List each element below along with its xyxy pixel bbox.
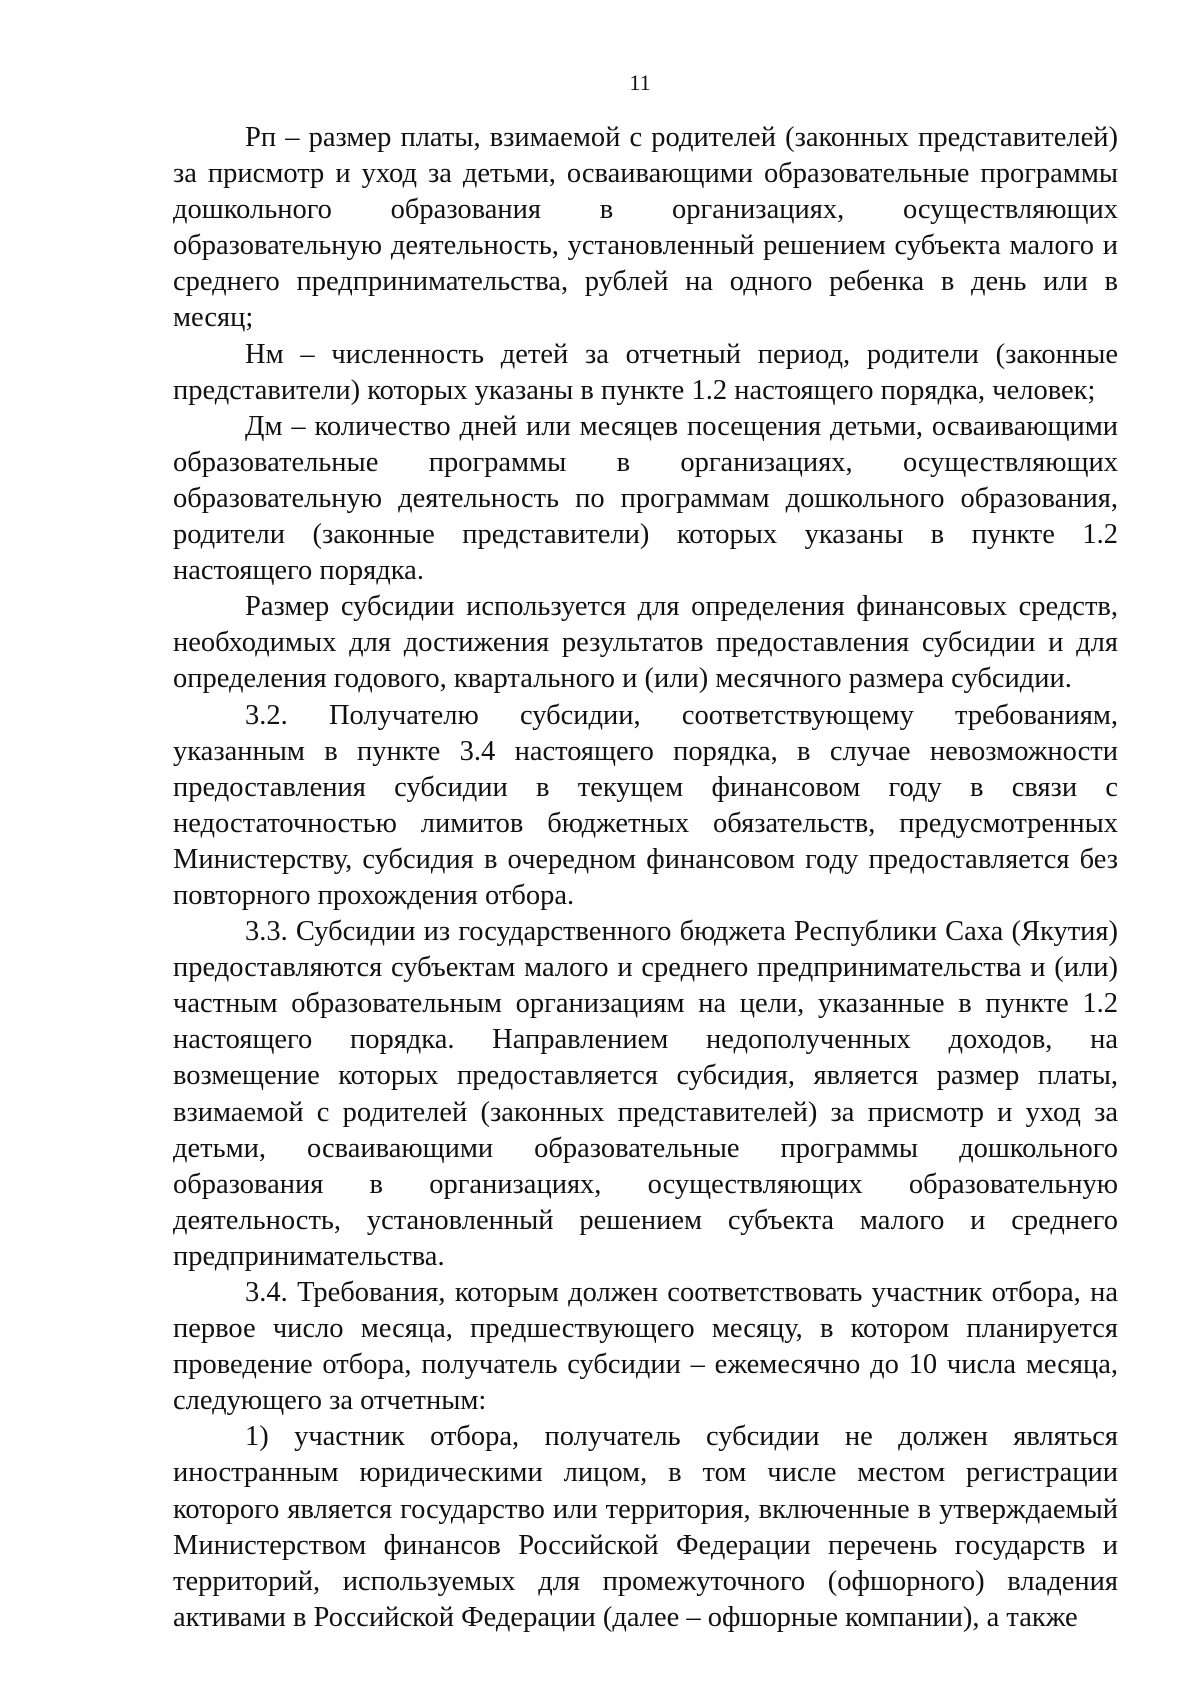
paragraph-clause-3-2: 3.2. Получателю субсидии, соответствующему требованиям, указанным в пункте 3.4 настоящего порядка, в случае невозможности предоставления субсидии в текущем финансовом году в связи с недостаточностью лимитов бюджетных обязательств, предусмотренных Министерству, субсидия в очередном финансовом году предоставляется без повторного прохождения отбора. [173,699,1118,911]
paragraph-requirement-1: 1) участник отбора, получатель субсидии не должен являться иностранным юридическими лицом, в том числе местом регистрации которого является государство или территория, включенные в утверждаемый Министерством финансов Российской Федерации перечень государств и территорий, используемых для промежуточного (офшорного) владения активами в Российской Федерации (далее – офшорные компании), а также [173,1421,1118,1633]
paragraph-nm-definition: Нм – численность детей за отчетный период, родители (законные представители) которых указаны в пункте 1.2 настоящего порядка, человек; [173,338,1118,406]
page-number: 11 [629,70,651,95]
paragraph-dm-definition: Дм – количество дней или месяцев посещения детьми, осваивающими образовательные программы в организациях, осуществляющих образовательную деятельность по программам дошкольного образования, родители (законные представители) которых указаны в пункте 1.2 настоящего порядка. [173,410,1118,587]
paragraph-subsidy-size: Размер субсидии используется для определения финансовых средств, необходимых для достижения результатов предоставления субсидии и для определения годового, квартального и (или) месячного размера субсидии. [173,591,1118,695]
document-body [173,120,1118,1636]
paragraph-clause-3-4: 3.4. Требования, которым должен соответствовать участник отбора, на первое число месяца, предшествующего месяцу, в котором планируется проведение отбора, получатель субсидии – ежемесячно до 10 числа месяца, следующего за отчетным: [173,1277,1118,1417]
paragraph-clause-3-3: 3.3. Субсидии из государственного бюджета Республики Саха (Якутия) предоставляются субъектам малого и среднего предпринимательства и (или) частным образовательным организациям на цели, указанные в пункте 1.2 настоящего порядка. Направлением недополученных доходов, на возмещение которых предоставляется субсидия, является размер платы, взимаемой с родителей (законных представителей) за присмотр и уход за детьми, осваивающими образовательные программы дошкольного образования в организациях, осуществляющих образовательную деятельность, установленный решением субъекта малого и среднего предпринимательства. [173,916,1118,1272]
paragraph-rp-definition: Рп – размер платы, взимаемой с родителей (законных представителей) за присмотр и уход за детьми, осваивающими образовательные программы дошкольного образования в организациях, осуществляющих образовательную деятельность, установленный решением субъекта малого и среднего предпринимательства, рублей на одного ребенка в день или в месяц; [173,122,1118,334]
